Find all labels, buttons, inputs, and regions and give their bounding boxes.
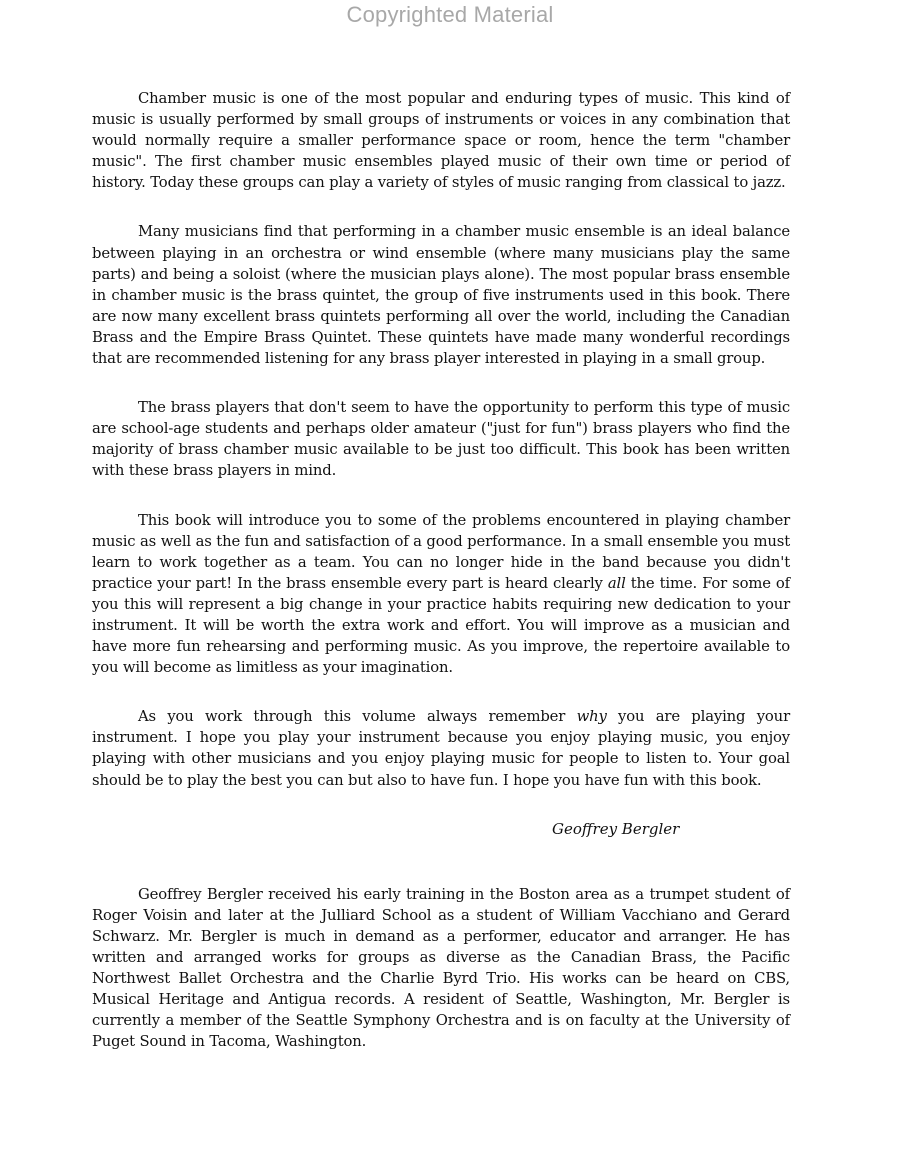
author-bio: Geoffrey Bergler received his early training in the Boston area as a trumpet student of Roger Voisin and later at the Julliard School as a student of William Vacchiano and Gerard Schwarz. Mr. Bergler is much in demand as a performer, educator and arranger. He has written and arranged works for groups as diverse as the Canadian Brass, the Pacific Northwest Ballet Orchestra and the Charlie Byrd Trio. His works can be heard on CBS, Musical Heritage and Antigua records. A resident of Seattle, Washington, Mr. Bergler is currently a member of the Seattle Symphony Orchestra and is on faculty at the University of Puget Sound in Tacoma, Washington. <box>92 885 790 1051</box>
copyright-watermark: Copyrighted Material <box>346 2 554 27</box>
paragraph-text-part: you are playing your instrument. I hope you play your instrument because you enjoy playing music, you enjoy playing with other musicians and you enjoy playing music for people to listen to. Your goal should be to play the best you can but also to have fun. I hope you have fun with this book. <box>92 708 790 789</box>
page-body <box>92 88 790 1052</box>
author-signature: Geoffrey Bergler <box>552 819 680 838</box>
paragraph-text-part: the time. For some of you this will represent a big change in your practice habits requiring new dedication to your instrument. It will be worth the extra work and effort. You will improve as a musician and have more fun rehearsing and performing music. As you improve, the repertoire available to you will become as limitless as your imagination. <box>92 574 790 677</box>
paragraph-intro: Chamber music is one of the most popular and enduring types of music. This kind of music is usually performed by small groups of instruments or voices in any combination that would normally require a smaller performance space or room, hence the term "chamber music". The first chamber music ensembles played music of their own time or period of history. Today these groups can play a variety of styles of music ranging from classical to jazz. <box>92 90 790 192</box>
paragraph-introduction <box>92 510 790 679</box>
paragraph-closing <box>92 706 790 790</box>
emphasis-why: why <box>576 708 607 726</box>
paragraph-balance: Many musicians find that performing in a chamber music ensemble is an ideal balance between playing in an orchestra or wind ensemble (where many musicians play the same parts) and being a soloist (where the musician plays alone). The most popular brass ensemble in chamber music is the brass quintet, the group of five instruments used in this book. There are now many excellent brass quintets performing all over the world, including the Canadian Brass and the Empire Brass Quintet. These quintets have made many wonderful recordings that are recommended listening for any brass player interested in playing in a small group. <box>92 223 790 368</box>
paragraph-audience: The brass players that don't seem to have the opportunity to perform this type of music are school-age students and perhaps older amateur ("just for fun") brass players who find the majority of brass chamber music available to be just too difficult. This book has been written with these brass players in mind. <box>92 399 790 480</box>
paragraph-text-part: As you work through this volume always remember <box>138 708 577 726</box>
emphasis-all: all <box>607 574 626 592</box>
paragraph-text-part: This book will introduce you to some of the problems encountered in playing chamber music as well as the fun and satisfaction of a good performance. In a small ensemble you must learn to work together as a team. You can no longer hide in the band because you didn't practice your part! In the brass ensemble every part is heard clearly <box>92 511 790 592</box>
